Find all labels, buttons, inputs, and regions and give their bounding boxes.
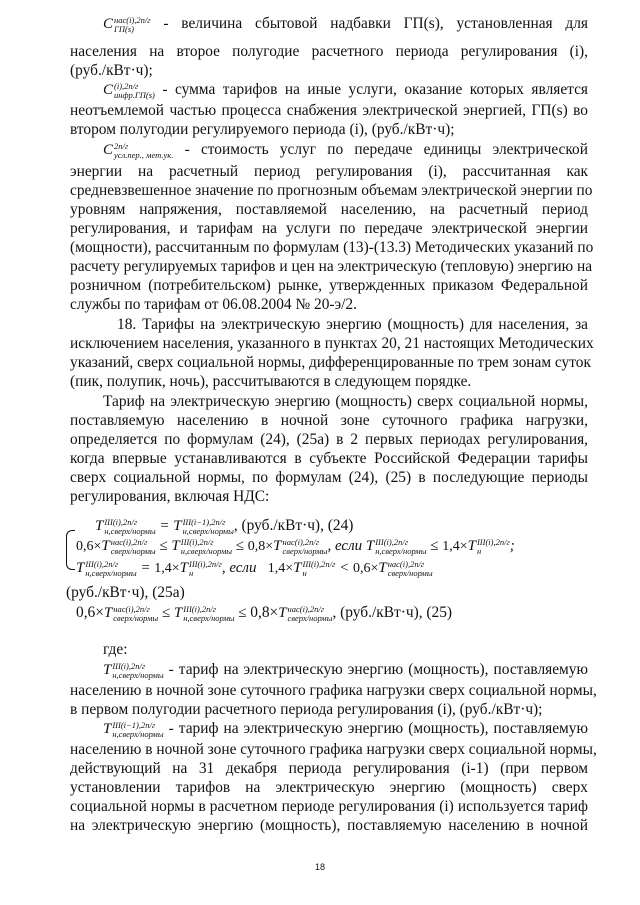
text-line: регулирования, включая НДС: [70,488,270,505]
text-line: населения на второе полугодие расчетного периода регулирования (i), [70,43,588,60]
definition-line: T III(i−1),2п/г н,сверх/нормы - тариф на электрическую энергию (мощность), поставляемую [103,719,588,739]
text-line: сверх социальной нормы, по формулам (24), (25) в последующие периоды [70,469,588,486]
text-line: в первом полугодии расчетного периода регулирования (i), (руб./кВт·ч); [70,701,543,718]
definition-line: T III(i),2п/г н,сверх/нормы - тариф на электрическую энергию (мощность), поставляемую [103,660,588,680]
text-line: когда впервые устанавливаются в субъекте Российской Федерации тарифы [70,450,588,467]
text-line: C нас(i),2п/г ГП(s) - величина сбытовой надбавки ГП(s), установленная для [103,14,588,34]
text-line: Тариф на электрическую энергию (мощность) сверх социальной нормы, [103,393,588,410]
text-line: (мощности), рассчитанным по формулам (13)-(13.3) Методических указаний по [70,239,594,256]
text-line: энергии на расчетный период регулирования (i), рассчитанная как [70,163,588,180]
formula-symbol: C нас(i),2п/г ГП(s) [103,14,151,34]
text-line: социальной нормы в расчетном периоде регулирования (i) используется тариф [70,798,588,815]
page-number: 18 [314,862,325,872]
text-line: поставляемую населению в ночной зоне суточного графика нагрузки, [70,412,588,429]
formula-25a-label: (руб./кВт·ч), (25а) [66,584,185,601]
text-line: исключением населения, указанного в пунктах 20, 21 настоящих Методических [70,335,594,352]
text-line: населению в ночной зоне суточного графика нагрузки сверх социальной нормы, [70,682,597,699]
formula-25: 0,6×T нас(i),2п/г сверх/нормы ≤ T III(i),2п/г н,сверх/нормы ≤ 0,8×T нас(i),2п/г сверх/нормы , (руб./кВт·ч), (25) [76,603,453,623]
text-line: установлении тарифов на электрическую энергию (мощность) сверх [70,779,588,796]
formula-symbol: C (i),2п/г инфр.ГП(s) [103,80,155,100]
text-line: на электрическую энергию (мощность), поставляемую населению в ночной [70,817,588,834]
text-line: определяется по формулам (24), (25а) в 2 первых периодах регулирования, [70,431,588,448]
text-line: указаний, сверх социальной нормы, дифференцированные по трем зонам суток [70,354,591,371]
formula-25a-row2: T III(i),2п/г н,сверх/нормы = 1,4×T III(i),2п/г н , если 1,4×T III(i),2п/г н < 0,6×T нас(i),2п/г сверх/нормы [76,558,433,578]
formula-25a-row1: 0,6×T нас(i),2п/г сверх/нормы ≤ T III(i),2п/г н,сверх/нормы ≤ 0,8×T нас(i),2п/г сверх/нормы , если T III(i),2п/г н,сверх/нормы ≤ 1,4×T III(i),2п/г н ; [76,536,515,556]
text-line: втором полугодии регулируемого периода (i), (руб./кВт·ч); [70,121,455,138]
text-line: (руб./кВт·ч); [70,62,153,79]
formula-symbol: C 2п/г усл.пер., мет.ук. [103,140,174,160]
system-brace [66,530,75,570]
text-line: населению в ночной зоне суточного графика нагрузки сверх социальной нормы, [70,741,597,758]
text-line: C (i),2п/г инфр.ГП(s) - сумма тарифов на иные услуги, оказание которых является [103,80,588,100]
text-line: службы по тарифам от 06.08.2004 № 20-э/2. [70,296,357,313]
text-line: C 2п/г усл.пер., мет.ук. - стоимость услуг по передаче единицы электрической [103,140,588,160]
text-line: расчету регулируемых тарифов и цен на электрическую (тепловую) энергию на [70,258,593,275]
paragraph-18-start: 18. Тарифы на электрическую энергию (мощность) для населения, за [117,316,588,333]
text-line: (пик, полупик, ночь), рассчитываются в следующем порядке. [70,373,472,390]
text-line: действующий на 31 декабря периода регулирования (i-1) (при первом [70,760,588,777]
formula-24: T III(i),2п/г н,сверх/нормы = T III(i−1),2п/г н,сверх/нормы , (руб./кВт·ч), (24) [95,516,354,536]
where-label: где: [103,641,128,658]
text-line: средневзвешенное значение по прогнозным объемам электрической энергии по [70,182,593,199]
text-line: неотъемлемой частью процесса снабжения электрической энергией, ГП(s) во [70,102,588,119]
text-line: розничном (потребительском) рынке, утвержденных приказом Федеральной [70,277,588,294]
text-line: регулирования, и тарифам на услуги по передаче электрической энергии [70,220,588,237]
text-line: уровням напряжения, поставляемой населению, на расчетный период [70,201,588,218]
